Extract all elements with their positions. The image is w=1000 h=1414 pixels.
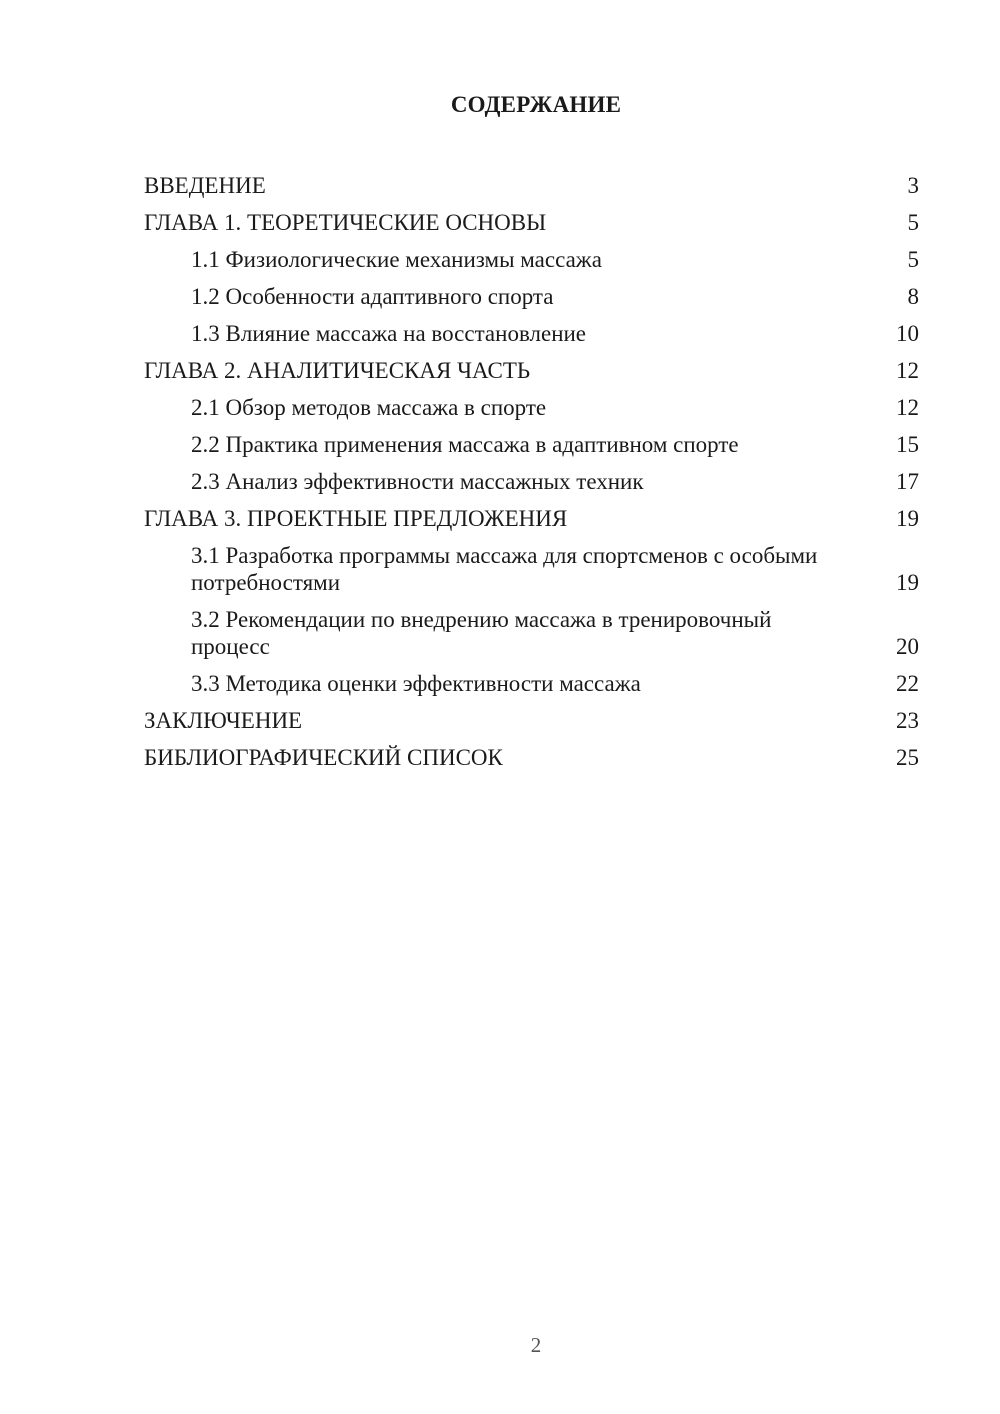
page-number: 2 — [530, 1333, 542, 1357]
toc-entry-introduction[interactable] — [144, 167, 919, 204]
toc-entry-section-1-3[interactable] — [144, 315, 919, 352]
toc-entry-chapter-3[interactable] — [144, 500, 919, 537]
toc-entry-label: ЗАКЛЮЧЕНИЕ — [144, 708, 303, 733]
toc-entry-conclusion[interactable] — [144, 702, 919, 739]
toc-entry-label: ГЛАВА 1. ТЕОРЕТИЧЕСКИЕ ОСНОВЫ — [144, 210, 547, 235]
toc-entry-label: ГЛАВА 3. ПРОЕКТНЫЕ ПРЕДЛОЖЕНИЯ — [144, 506, 568, 531]
toc-entry-label: ВВЕДЕНИЕ — [144, 173, 266, 198]
toc-entry-label: БИБЛИОГРАФИЧЕСКИЙ СПИСОК — [144, 745, 503, 770]
toc-entry-label: 2.2 Практика применения массажа в адаптивном спорте — [191, 432, 739, 457]
toc-entry-label: 2.1 Обзор методов массажа в спорте — [191, 395, 547, 420]
toc-entry-page: 23 — [896, 708, 919, 733]
toc-entry-page: 5 — [907, 210, 919, 235]
toc-entry-section-1-2[interactable] — [144, 278, 919, 315]
toc-entry-section-1-1[interactable] — [144, 241, 919, 278]
toc-entry-chapter-2[interactable] — [144, 352, 919, 389]
toc-entry-bibliography[interactable] — [144, 739, 919, 776]
toc-entry-section-2-1[interactable] — [144, 389, 919, 426]
toc-entry-page: 12 — [896, 395, 919, 420]
toc-entry-label: 1.3 Влияние массажа на восстановление — [191, 321, 587, 346]
toc-entry-label: 1.2 Особенности адаптивного спорта — [191, 284, 554, 309]
table-of-contents — [144, 167, 919, 776]
toc-entry-page: 15 — [896, 432, 919, 457]
toc-entry-label: 2.3 Анализ эффективности массажных техник — [191, 469, 644, 494]
toc-entry-page: 17 — [896, 469, 919, 494]
toc-entry-section-2-3[interactable] — [144, 463, 919, 500]
toc-entry-label: 3.3 Методика оценки эффективности массажа — [191, 671, 641, 696]
toc-entry-page: 12 — [896, 358, 919, 383]
toc-entry-page: 5 — [907, 247, 919, 272]
toc-entry-chapter-1[interactable] — [144, 204, 919, 241]
toc-entry-page: 10 — [896, 321, 919, 346]
toc-entry-page: 19 — [896, 506, 919, 531]
toc-entry-page: 19 — [896, 570, 919, 595]
toc-entry-section-3-3[interactable] — [144, 665, 919, 702]
toc-entry-label: ГЛАВА 2. АНАЛИТИЧЕСКАЯ ЧАСТЬ — [144, 358, 531, 383]
toc-entry-section-3-1[interactable] — [144, 537, 919, 601]
toc-entry-page: 3 — [907, 173, 919, 198]
toc-entry-label: 3.1 Разработка программы массажа для спортсменов с особыми потребностями — [191, 543, 818, 595]
toc-entry-page: 22 — [896, 671, 919, 696]
page-title: СОДЕРЖАНИЕ — [450, 92, 622, 117]
toc-entry-section-2-2[interactable] — [144, 426, 919, 463]
toc-entry-section-3-2[interactable] — [144, 601, 919, 665]
toc-entry-label: 3.2 Рекомендации по внедрению массажа в тренировочный процесс — [191, 607, 772, 659]
toc-entry-page: 25 — [896, 745, 919, 770]
toc-entry-page: 20 — [896, 634, 919, 659]
toc-entry-label: 1.1 Физиологические механизмы массажа — [191, 247, 602, 272]
toc-entry-page: 8 — [907, 284, 919, 309]
